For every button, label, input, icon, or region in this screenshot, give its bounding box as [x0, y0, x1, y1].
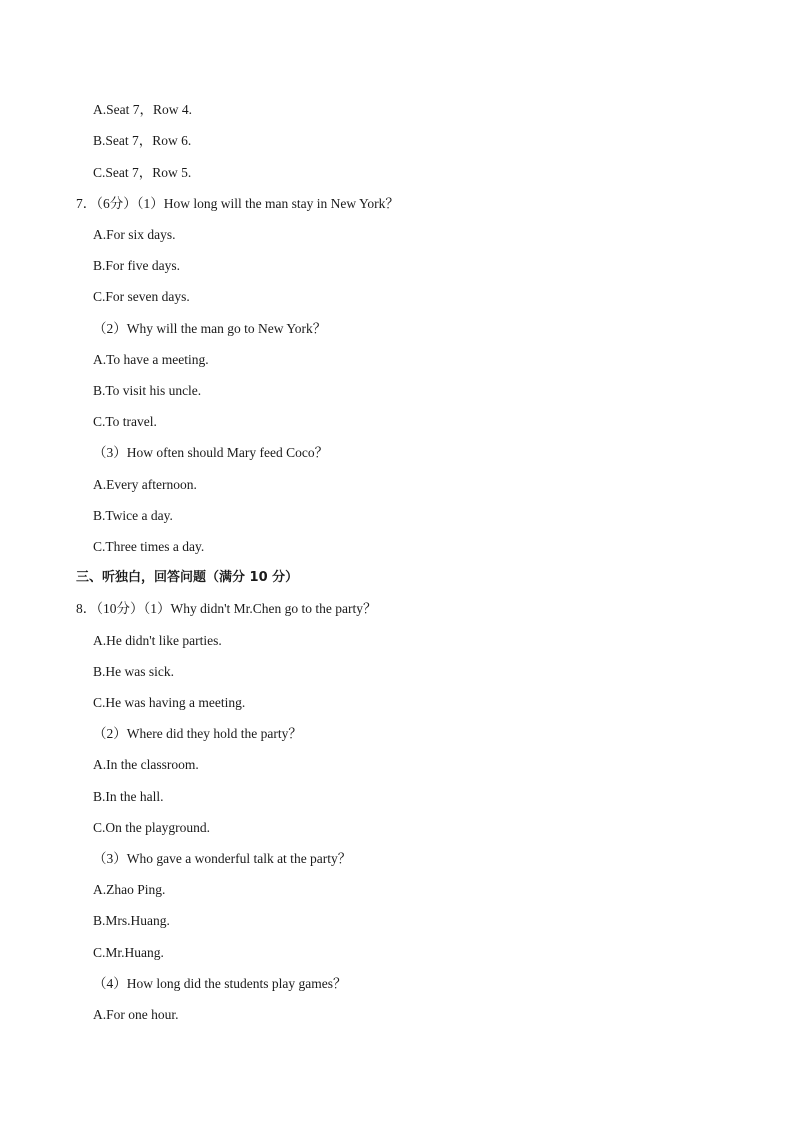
prev-option-a: A.Seat 7，Row 4.: [93, 102, 192, 117]
q8-3-option-b: B.Mrs.Huang.: [93, 913, 170, 928]
q7-2-option-a: A.To have a meeting.: [93, 352, 209, 367]
q8-2-option-a: A.In the classroom.: [93, 757, 199, 772]
q8-2-option-b: B.In the hall.: [93, 789, 164, 804]
q7-1-option-c: C.For seven days.: [93, 289, 190, 304]
q7-3-option-a: A.Every afternoon.: [93, 477, 197, 492]
q8-subquestion-3: （3）Who gave a wonderful talk at the party？: [93, 851, 352, 866]
q8-1-option-b: B.He was sick.: [93, 664, 174, 679]
q8-3-option-a: A.Zhao Ping.: [93, 882, 166, 897]
q7-1-option-b: B.For five days.: [93, 258, 180, 273]
q7-subquestion-3: （3）How often should Mary feed Coco？: [93, 445, 329, 460]
q8-2-option-c: C.On the playground.: [93, 820, 210, 835]
q7-2-option-c: C.To travel.: [93, 414, 157, 429]
question-8-header: 8．（10分）（1）Why didn't Mr.Chen go to the party？: [76, 601, 377, 616]
prev-option-b: B.Seat 7，Row 6.: [93, 133, 192, 148]
section-3-title: 三、听独白，回答问题（满分 10 分）: [76, 570, 299, 585]
q7-subquestion-2: （2）Why will the man go to New York？: [93, 321, 327, 336]
q8-1-option-a: A.He didn't like parties.: [93, 633, 222, 648]
q8-1-option-c: C.He was having a meeting.: [93, 695, 246, 710]
q8-4-option-a: A.For one hour.: [93, 1007, 179, 1022]
q8-subquestion-4: （4）How long did the students play games？: [93, 976, 347, 991]
q8-subquestion-2: （2）Where did they hold the party？: [93, 726, 302, 741]
prev-option-c: C.Seat 7，Row 5.: [93, 165, 192, 180]
q7-3-option-c: C.Three times a day.: [93, 539, 205, 554]
q7-2-option-b: B.To visit his uncle.: [93, 383, 202, 398]
question-7-header: 7．（6分）（1）How long will the man stay in New York？: [76, 196, 399, 211]
q7-1-option-a: A.For six days.: [93, 227, 176, 242]
q7-3-option-b: B.Twice a day.: [93, 508, 173, 523]
q8-3-option-c: C.Mr.Huang.: [93, 945, 164, 960]
